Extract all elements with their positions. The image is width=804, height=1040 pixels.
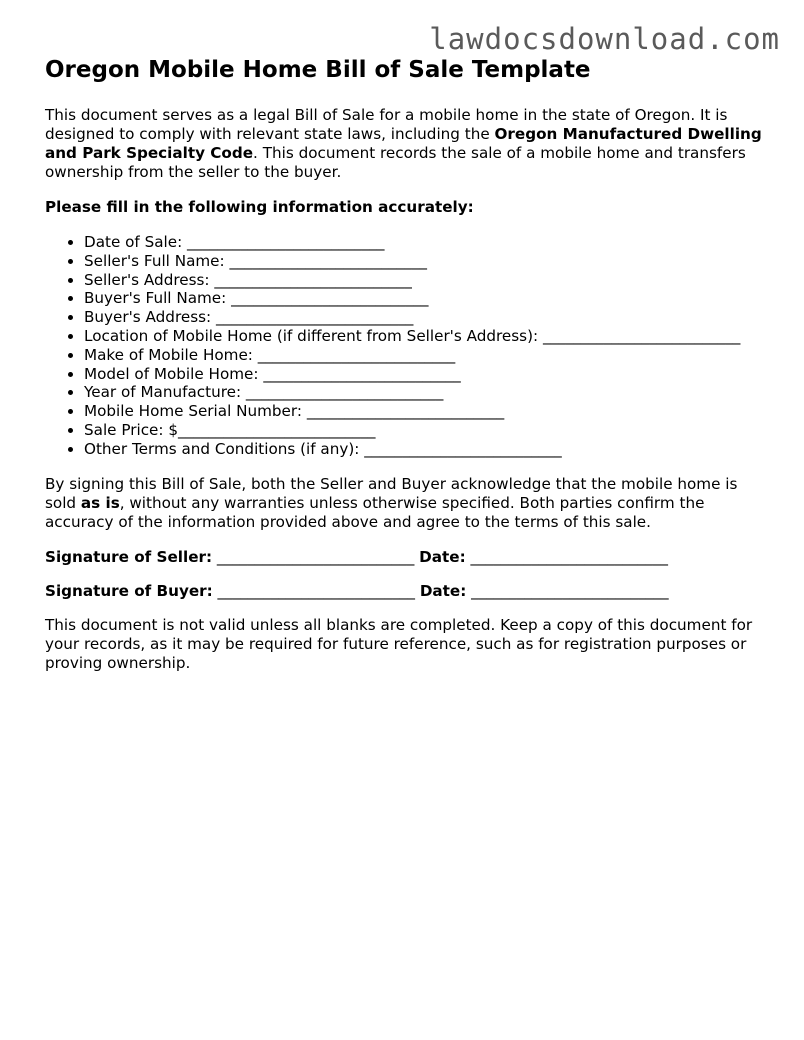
field-other-terms: • Other Terms and Conditions (if any): __________________________ [84, 440, 770, 459]
field-serial-number: • Mobile Home Serial Number: __________________________ [84, 402, 770, 421]
intro-text-2: . This document records the sale of a mobile home and transfers ownership from the seller to the buyer. [45, 144, 746, 181]
field-seller-name: • Seller's Full Name: __________________________ [84, 252, 770, 271]
ack-text-1: By signing this Bill of Sale, both the Seller and Buyer acknowledge that the mobile home is sold [45, 474, 738, 512]
seller-date-blank: __________________________ [465, 547, 668, 566]
seller-signature-blank: __________________________ [212, 547, 420, 566]
field-home-model: • Model of Mobile Home: __________________________ [84, 365, 770, 384]
buyer-date-label: Date: [419, 581, 467, 600]
seller-signature-label: Signature of Seller: [45, 547, 213, 566]
field-buyer-address: • Buyer's Address: __________________________ [84, 308, 770, 327]
document-body [45, 56, 770, 673]
fields-list [45, 233, 770, 459]
seller-date-label: Date: [419, 547, 466, 566]
field-buyer-name: • Buyer's Full Name: __________________________ [84, 289, 770, 308]
field-year-of-manufacture: • Year of Manufacture: __________________________ [84, 383, 770, 402]
field-seller-address: • Seller's Address: __________________________ [84, 271, 770, 290]
watermark-text: lawdocsdownload.com [429, 22, 780, 56]
ack-as-is: as is [80, 493, 120, 512]
intro-paragraph [45, 106, 770, 182]
field-home-location: • Location of Mobile Home (if different from Seller's Address): __________________________ [84, 327, 770, 346]
intro-code-name: Oregon Manufactured Dwelling and Park Specialty Code [45, 125, 762, 162]
field-sale-price: • Sale Price: $__________________________ [84, 421, 770, 440]
seller-signature-line [45, 548, 770, 567]
intro-text-1: This document serves as a legal Bill of Sale for a mobile home in the state of Oregon. It is designed to comply with relevant state laws, including the [45, 106, 728, 143]
acknowledgement-paragraph [45, 475, 770, 532]
buyer-signature-label: Signature of Buyer: [45, 581, 213, 600]
page-title: Oregon Mobile Home Bill of Sale Template [45, 57, 591, 83]
buyer-signature-blank: __________________________ [212, 581, 420, 600]
buyer-signature-line [45, 582, 770, 601]
footer-note: This document is not valid unless all blanks are completed. Keep a copy of this document for your records, as it may be required for future reference, such as for registration purposes or proving ownership. [45, 615, 753, 672]
field-home-make: • Make of Mobile Home: __________________________ [84, 346, 770, 365]
instruction-text: Please fill in the following information accurately: [45, 198, 474, 216]
field-date-of-sale: • Date of Sale: __________________________ [84, 233, 770, 252]
ack-text-2: , without any warranties unless otherwise specified. Both parties confirm the accuracy of the information provided above and agree to the terms of this sale. [45, 493, 705, 531]
buyer-date-blank: __________________________ [466, 581, 669, 600]
instruction-heading [45, 198, 770, 217]
